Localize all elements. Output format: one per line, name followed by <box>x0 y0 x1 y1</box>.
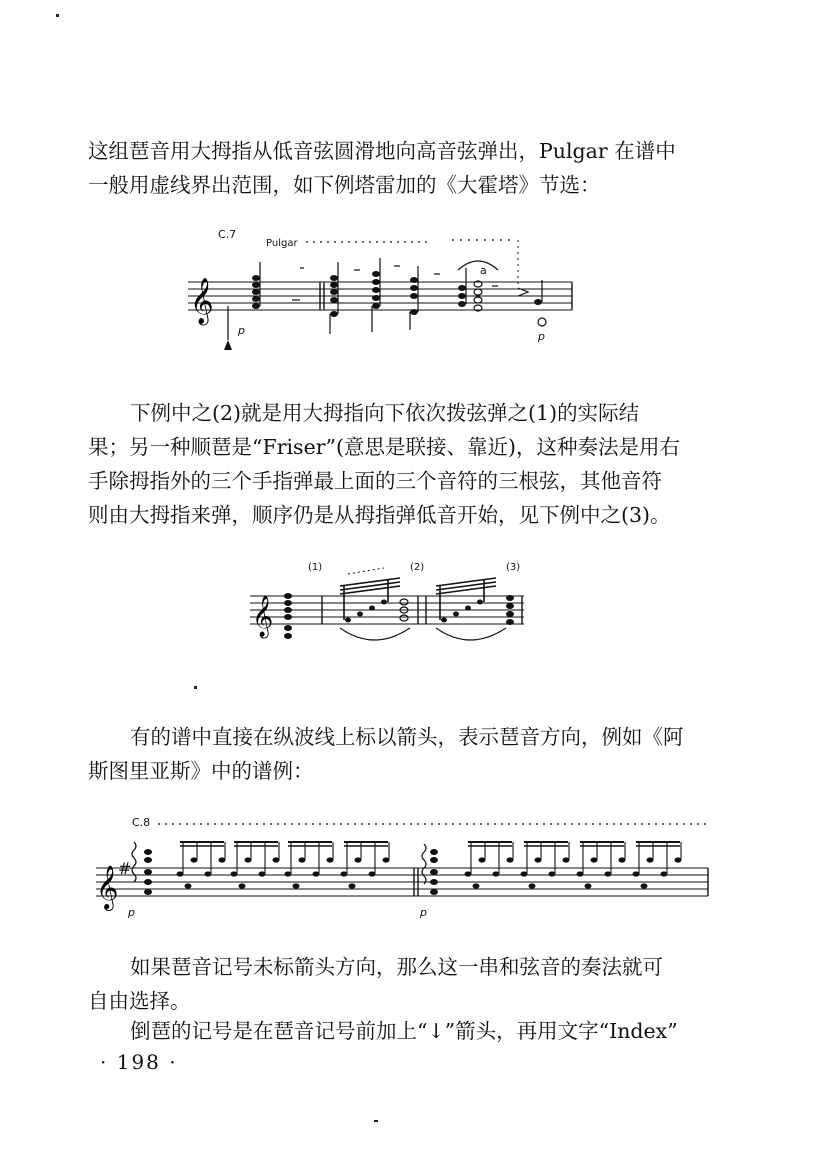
scan-speck <box>194 686 197 689</box>
text-line: 有的谱中直接在纵波线上标以箭头，表示琶音方向，例如《阿 <box>130 725 684 749</box>
score-image-3 <box>88 812 714 922</box>
sharp-sign: # <box>118 859 132 878</box>
svg-text:a: a <box>480 264 487 277</box>
note-stems <box>228 258 542 340</box>
music-example-2 <box>244 556 534 656</box>
arpeggio-wavy-line <box>132 842 136 882</box>
svg-text:p: p <box>420 906 427 919</box>
treble-clef-icon: 𝄞 <box>96 865 119 909</box>
pulgar-label: Pulgar <box>266 238 298 249</box>
music-example-3 <box>88 812 714 922</box>
text-line: 则由大拇指来弹，顺序仍是从拇指弹低音开始，见下例中之(3)。 <box>88 503 671 527</box>
text-line: 倒琶的记号是在琶音记号前加上“↓”箭头，再用文字“Index” <box>130 1019 678 1043</box>
paragraph-1 <box>88 134 718 202</box>
text-line: 手除拇指外的三个手指弹最上面的三个音符的三根弦，其他音符 <box>88 469 662 493</box>
svg-text:p: p <box>128 906 135 919</box>
staff-lines <box>96 868 708 896</box>
barre-label: C.7 <box>218 228 237 241</box>
paragraph-4 <box>88 950 718 1018</box>
treble-clef-icon: 𝄞 <box>252 596 274 637</box>
scan-speck <box>56 14 59 17</box>
text-line: 这组琶音用大拇指从低音弦圆滑地向高音弦弹出，Pulgar 在谱中 <box>88 139 676 163</box>
text-line: 果；另一种顺琶是“Friser”(意思是联接、靠近)，这种奏法是用右 <box>88 435 680 459</box>
music-example-1 <box>180 222 580 352</box>
text-line: 如果琶音记号未标箭头方向，那么这一串和弦音的奏法就可 <box>130 955 663 979</box>
text-line: 自由选择。 <box>88 989 191 1013</box>
text-line: 下例中之(2)就是用大拇指向下依次拨弦弹之(1)的实际结 <box>130 401 640 425</box>
score-image-2 <box>244 556 534 656</box>
label-3: (3) <box>506 562 521 573</box>
svg-text:p: p <box>238 324 245 337</box>
paragraph-5 <box>88 1014 718 1048</box>
page-number: · 198 · <box>100 1050 178 1074</box>
label-2: (2) <box>410 562 425 573</box>
barre-label: C.8 <box>132 816 151 829</box>
treble-clef-icon: 𝄞 <box>190 278 214 324</box>
text-line: 一般用虚线界出范围，如下例塔雷加的《大霍塔》节选： <box>88 173 601 197</box>
scan-speck <box>374 1120 378 1122</box>
svg-text:p: p <box>538 330 545 343</box>
score-image-1 <box>180 222 580 352</box>
label-1: (1) <box>308 562 323 573</box>
arpeggio-wavy-line <box>422 844 426 884</box>
text-line: 斯图里亚斯》中的谱例： <box>88 759 314 783</box>
paragraph-2 <box>88 396 718 532</box>
paragraph-3 <box>88 720 718 788</box>
